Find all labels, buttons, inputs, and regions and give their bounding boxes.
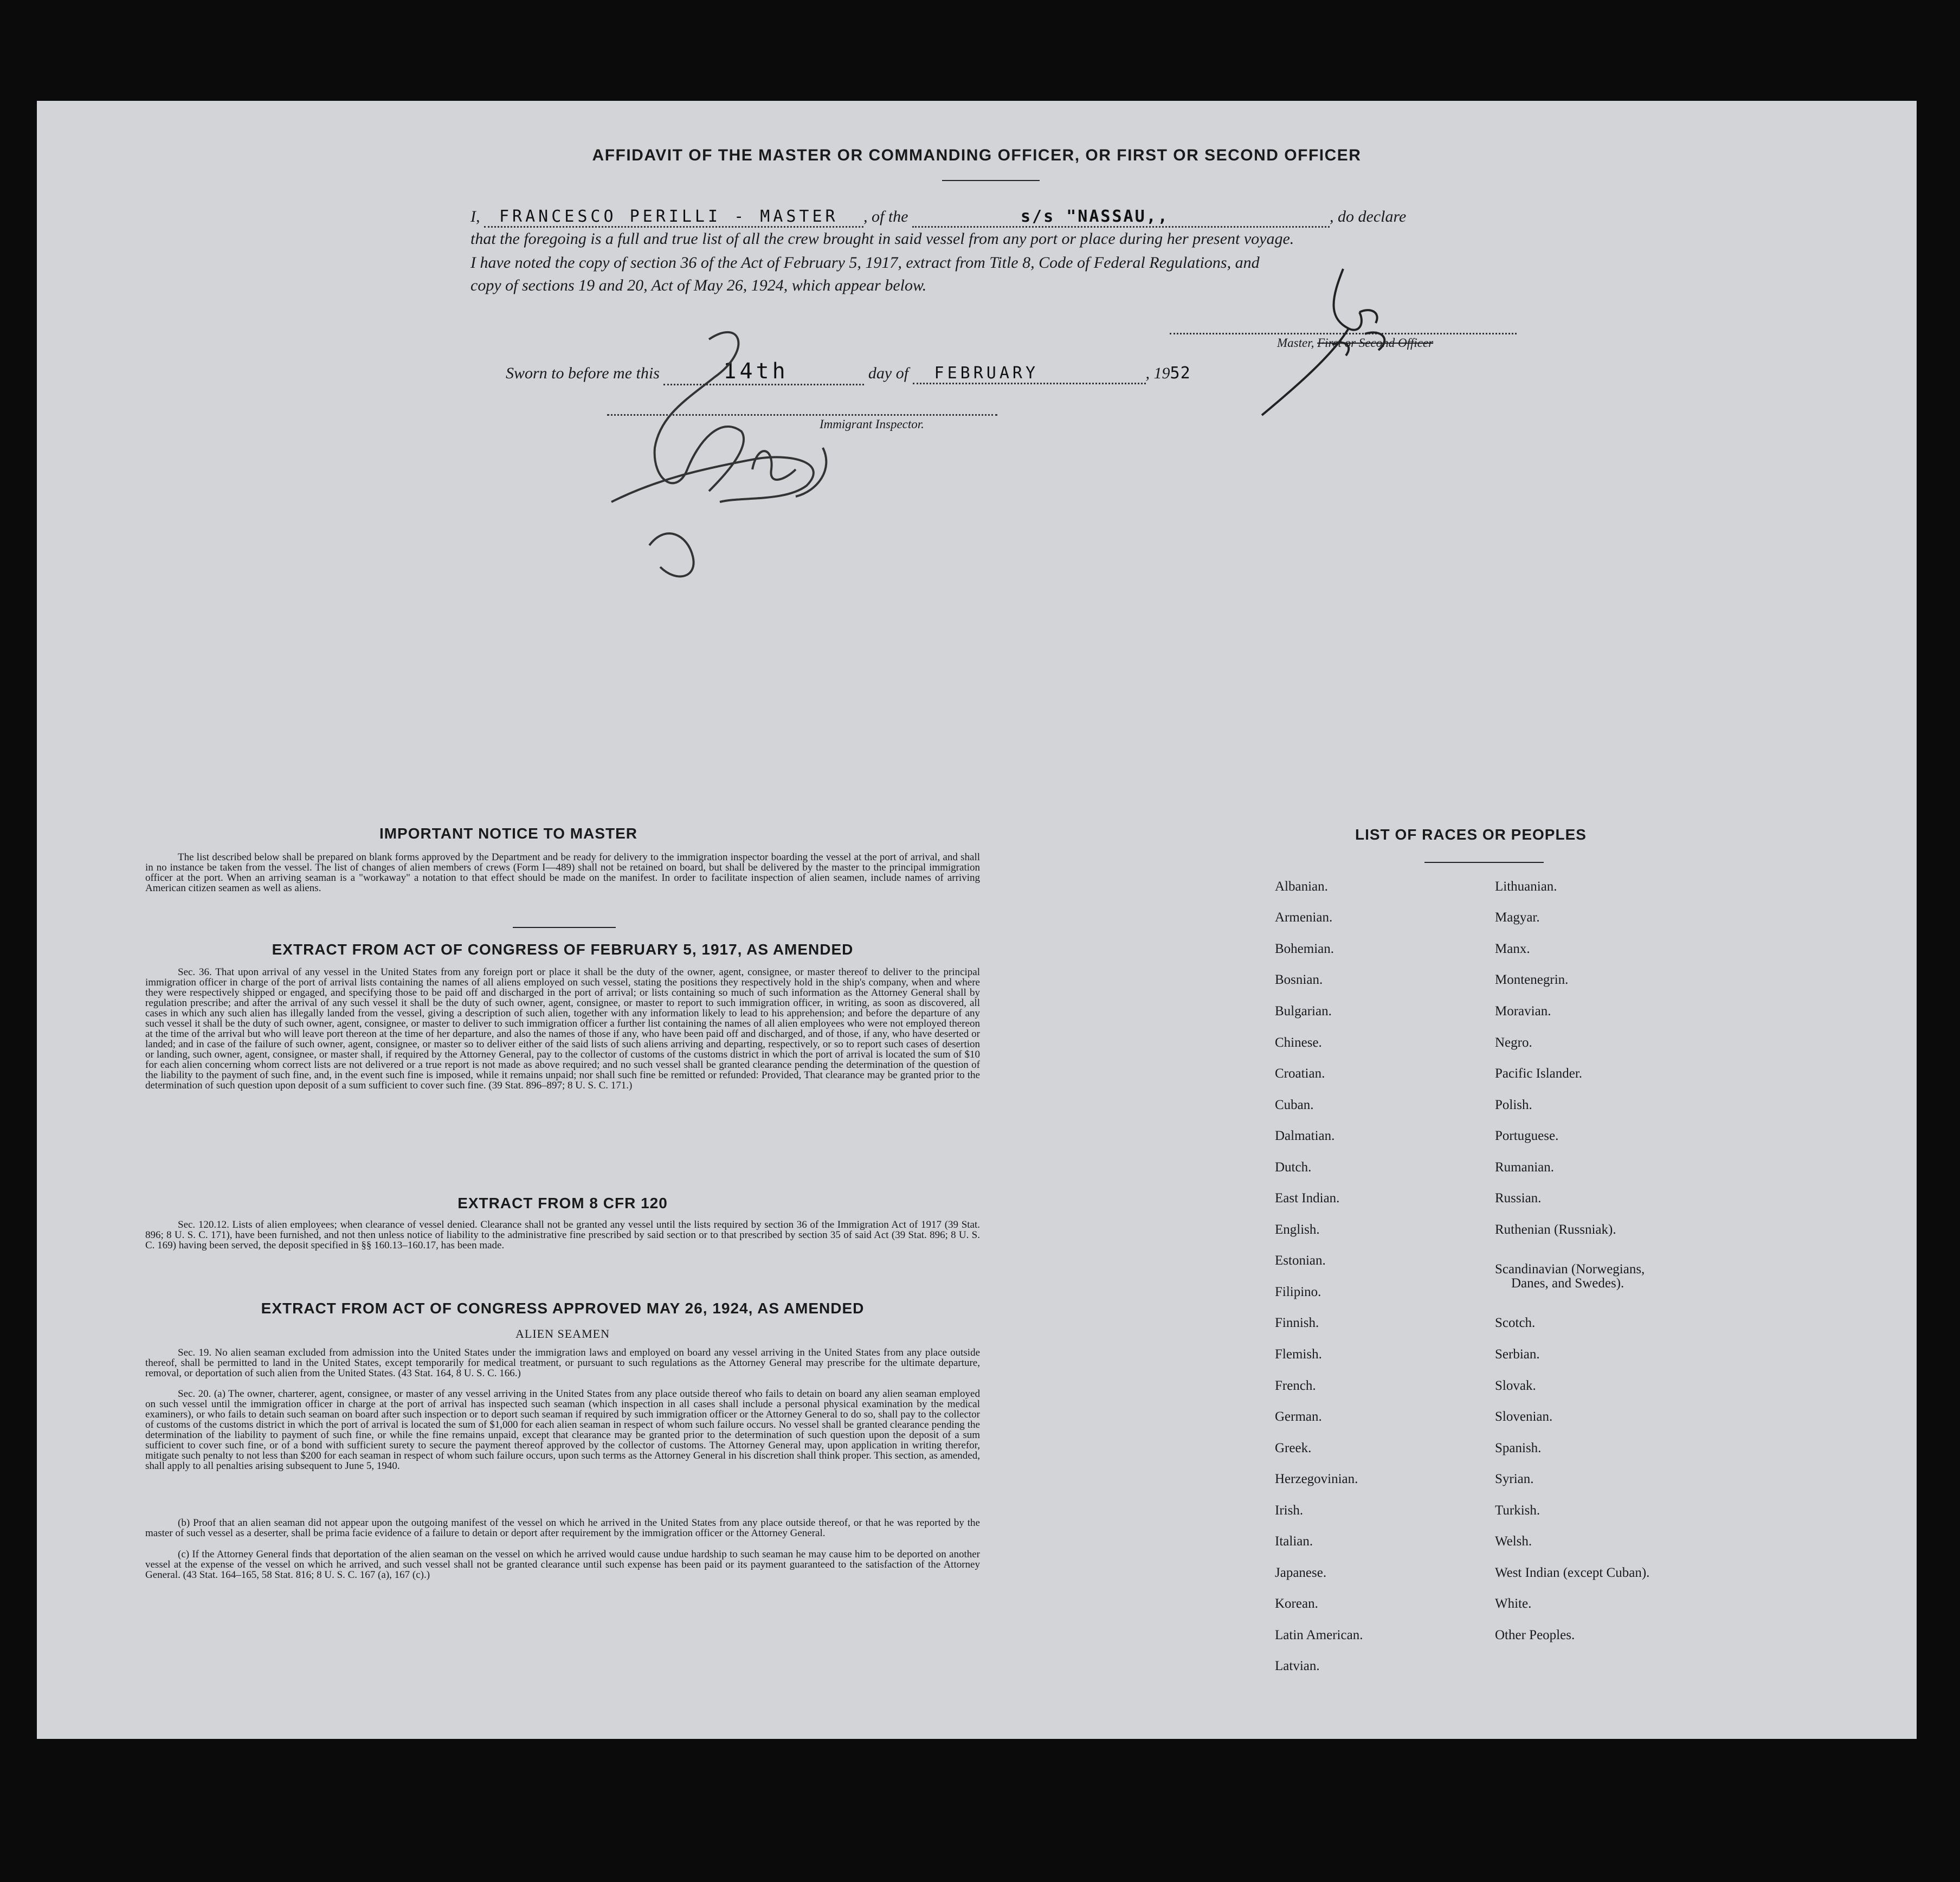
race-item: Greek. xyxy=(1275,1441,1312,1455)
i-label: I, xyxy=(470,208,480,225)
race-item: Pacific Islander. xyxy=(1495,1066,1583,1081)
race-item: Latvian. xyxy=(1275,1659,1320,1673)
master-signature xyxy=(1251,263,1414,421)
extract1917-text: Sec. 36. That upon arrival of any vessel in the United States from any foreign port or place it shall be the duty of the owner, agent, consignee, or master thereof to deliver to the principal immigration officer in charge of the port of arrival lists containing the names of all aliens employed on such vessel, stating the positions they respectively hold in the ship's company, when and where they were respectively shipped or engaged, and specifying those to be paid off and discharged in the port of arrival; or lists containing so much of such information as the Attorney General shall by regulation prescribe; and after the arrival of any such vessel it shall be the duty of such owner, agent, consignee, or master to report to such immigration officer, in writing, as soon as discovered, all cases in which any such alien has illegally landed from the vessel, giving a description of such alien, together with any information likely to lead to his apprehension; and before the departure of any such vessel it shall be the duty of such owner, agent, consignee, or master to deliver to such immigration officer a further list containing the names of all alien employees who were not employed thereon at the time of the arrival but who will leave port thereon at the time of her departure, and also the names of those if any, who have been paid off and discharged, and of those, if any, who have deserted or landed; and in case of the failure of such owner, agent, consignee, or master so to deliver either of the said lists of such aliens arriving and departing, respectively, or so to report such cases of desertion or landing, such owner, agent, consignee, or master shall, if required by the Attorney General, pay to the collector of customs of the customs district in which the port of arrival is located the sum of $10 for each alien concerning whom correct lists are not delivered or a true report is not made as above required; and no such vessel shall be granted clearance pending the determination of the question of the liability to the payment of such fine, and, in the event such fine is imposed, while it remains unpaid; nor shall such fine be remitted or refunded: Provided, That clearance may be granted prior to the determination of such question upon deposit of a sum sufficient to cover such fine. (39 Stat. 896–897; 8 U. S. C. 171.) xyxy=(145,966,980,1091)
extract1924-sec20b: (b) Proof that an alien seaman did not appear upon the outgoing manifest of the vessel on which he arrived in the United States from any place outside thereof, or that he was reported by the master of such vessel as a deserter, shall be prima facie evidence of a failure to detain or deport after requirement by the immigration officer or the Attorney General. xyxy=(145,1517,980,1539)
race-item: Other Peoples. xyxy=(1495,1628,1575,1642)
of-the-label: , of the xyxy=(863,208,908,225)
race-item: West Indian (except Cuban). xyxy=(1495,1565,1650,1580)
race-item: Bohemian. xyxy=(1275,942,1334,956)
race-item: Latin American. xyxy=(1275,1628,1363,1642)
race-item: Flemish. xyxy=(1275,1347,1322,1362)
extract1924-subtitle: ALIEN SEAMEN xyxy=(515,1327,610,1340)
race-item: Lithuanian. xyxy=(1495,879,1557,894)
race-item: Italian. xyxy=(1275,1534,1313,1549)
extract1924-sec19: Sec. 19. No alien seaman excluded from admission into the United States under the immigration laws and employed on board any vessel arriving in the United States from any place outside thereof, shall be permitted to land in the United States, except temporarily for medical treatment, or pursuant to such regulations as the Attorney General may prescribe for the ultimate departure, removal, or deportation of such alien from the United States. (43 Stat. 164, 8 U. S. C. 166.) xyxy=(145,1347,980,1379)
race-item: German. xyxy=(1275,1409,1322,1424)
race-item: Filipino. xyxy=(1275,1285,1321,1299)
vessel-field xyxy=(912,207,1330,228)
struck-officer-label: First or Second Officer xyxy=(1317,336,1434,350)
race-item: Scotch. xyxy=(1495,1316,1536,1330)
races-title: LIST OF RACES OR PEOPLES xyxy=(1355,826,1587,843)
vessel-name-handwritten: s/s "NASSAU,, xyxy=(1021,207,1169,226)
race-item: Japanese. xyxy=(1275,1565,1327,1580)
race-item: Portuguese. xyxy=(1495,1129,1559,1143)
extract1924-sec20a: Sec. 20. (a) The owner, charterer, agent, consignee, or master of any vessel arriving in the United States from any place outside thereof who fails to detain on board any alien seaman employed on such vessel until the immigration officer in charge at the port of arrival has inspected such seaman (which inspection in all cases shall include a personal physical examination by the medical examiners), or who fails to detain such seaman on board after such inspection or to deport such seaman if required by such immigration officer or the Attorney General to do so, shall pay to the collector of customs of the customs district in which the port of arrival is located the sum of $1,000 for each alien seaman in respect of whom such failure occurs. No vessel shall be granted clearance pending the determination of the liability to payment of such fine, or while the fine remains unpaid, except that clearance may be granted prior to the determination of such question upon the deposit of a sum sufficient to cover such fine, or of a bond with sufficient surety to secure the payment thereof approved by the collector of customs. The Attorney General may, upon application in writing therefor, mitigate such penalty to not less than $200 for each seaman in respect of whom such failure occurs, upon such terms as the Attorney General in his discretion shall think proper. This section, as amended, shall apply to all penalties arising subsequent to June 5, 1940. xyxy=(145,1388,980,1472)
race-item: Russian. xyxy=(1495,1191,1542,1206)
race-item: Albanian. xyxy=(1275,879,1328,894)
race-item: East Indian. xyxy=(1275,1191,1340,1206)
race-item: Montenegrin. xyxy=(1495,972,1569,987)
race-item: Cuban. xyxy=(1275,1098,1314,1112)
affidavit-body-line3: copy of sections 19 and 20, Act of May 26, 1924, which appear below. xyxy=(470,276,927,294)
race-item: Slovak. xyxy=(1495,1378,1536,1393)
race-item: Polish. xyxy=(1495,1098,1532,1112)
race-item: Ruthenian (Russniak). xyxy=(1495,1222,1616,1237)
race-item: Spanish. xyxy=(1495,1441,1542,1455)
extract1917-title: EXTRACT FROM ACT OF CONGRESS OF FEBRUARY 5, 1917, AS AMENDED xyxy=(272,941,854,958)
section-divider xyxy=(513,927,616,928)
extractCFR-title: EXTRACT FROM 8 CFR 120 xyxy=(457,1195,668,1211)
race-item: Danes, and Swedes). xyxy=(1511,1276,1624,1291)
master-name-field xyxy=(484,207,863,228)
extractCFR-text: Sec. 120.12. Lists of alien employees; when clearance of vessel denied. Clearance shall not be granted any vessel until the lists required by section 36 of the Immigration Act of 1917 (39 Stat. 896; 8 U. S. C. 171), have been furnished, and not then unless notice of liability to the administrative fine prescribed by said section or to that prescribed by section 35 of said Act (39 Stat. 896; 8 U. S. C. 169) having been served, the deposit specified in §§ 160.13–160.17, has been made. xyxy=(145,1219,980,1251)
month-handwritten: FEBRUARY xyxy=(934,364,1039,383)
document-page xyxy=(37,101,1917,1739)
race-item: French. xyxy=(1275,1378,1316,1393)
race-item: English. xyxy=(1275,1222,1320,1237)
affidavit-title: AFFIDAVIT OF THE MASTER OR COMMANDING OFFICER, OR FIRST OR SECOND OFFICER xyxy=(592,146,1362,164)
race-item: Dutch. xyxy=(1275,1160,1312,1175)
race-item: Irish. xyxy=(1275,1503,1304,1518)
race-item: Estonian. xyxy=(1275,1253,1326,1268)
race-item: White. xyxy=(1495,1596,1532,1611)
month-field xyxy=(913,364,1146,384)
race-item: Magyar. xyxy=(1495,910,1540,925)
notice-text: The list described below shall be prepared on blank forms approved by the Department and be ready for delivery to the immigration inspector boarding the vessel at the port of arrival, and shall in no instance be taken from the vessel. The list of changes of alien members of crews (Form I—489) shall not be retained on board, but shall be delivered by the master to the principal immigration officer at the port. When an arriving seaman is a "workaway" a notation to that effect should be made on the manifest. In order to facilitate inspection of alien seamen, include names of arriving American citizen seamen as well as aliens. xyxy=(145,852,980,894)
race-item: Negro. xyxy=(1495,1035,1532,1050)
race-item: Scandinavian (Norwegians, xyxy=(1495,1262,1645,1277)
race-item: Finnish. xyxy=(1275,1316,1319,1330)
affidavit-body-line2: I have noted the copy of section 36 of the Act of February 5, 1917, extract from Title 8, Code of Federal Regulations, and xyxy=(470,254,1260,272)
race-item: Moravian. xyxy=(1495,1004,1551,1019)
race-item: Slovenian. xyxy=(1495,1409,1553,1424)
race-item: Welsh. xyxy=(1495,1534,1532,1549)
inspector-label: Immigrant Inspector. xyxy=(820,417,924,431)
races-divider xyxy=(1424,862,1544,863)
race-item: Croatian. xyxy=(1275,1066,1325,1081)
race-item: Herzegovinian. xyxy=(1275,1472,1358,1486)
master-name-handwritten: FRANCESCO PERILLI - MASTER xyxy=(499,207,839,226)
race-item: Chinese. xyxy=(1275,1035,1322,1050)
day-of-label: day of xyxy=(868,364,909,382)
year-prefix: , 19 xyxy=(1145,364,1170,382)
race-item: Armenian. xyxy=(1275,910,1333,925)
extract1924-sec20c: (c) If the Attorney General finds that deportation of the alien seaman on the vessel on which he arrived would cause undue hardship to such seaman he may cause him to be deported on another vessel at the expense of the vessel on which he arrived, and such vessel shall not be granted clearance until such expense has been paid or its payment guaranteed to the satisfaction of the Attorney General. (43 Stat. 164–165, 58 Stat. 816; 8 U. S. C. 167 (a), 167 (c).) xyxy=(145,1549,980,1581)
inspector-signature xyxy=(579,307,904,589)
race-item: Korean. xyxy=(1275,1596,1318,1611)
race-item: Syrian. xyxy=(1495,1472,1534,1486)
race-item: Bosnian. xyxy=(1275,972,1323,987)
master-label: Master, xyxy=(1277,336,1318,350)
extract1924-title: EXTRACT FROM ACT OF CONGRESS APPROVED MAY 26, 1924, AS AMENDED xyxy=(261,1300,865,1317)
day-handwritten: 14th xyxy=(723,359,789,384)
race-item: Manx. xyxy=(1495,942,1530,956)
race-item: Turkish. xyxy=(1495,1503,1540,1518)
race-item: Serbian. xyxy=(1495,1347,1540,1362)
declaration-line xyxy=(470,207,1406,228)
race-item: Dalmatian. xyxy=(1275,1129,1335,1143)
sworn-label: Sworn to before me this xyxy=(506,364,660,382)
year-handwritten: 52 xyxy=(1170,364,1191,383)
do-declare-label: , do declare xyxy=(1330,208,1407,225)
title-divider xyxy=(942,180,1040,181)
race-item: Rumanian. xyxy=(1495,1160,1555,1175)
notice-title: IMPORTANT NOTICE TO MASTER xyxy=(379,825,638,842)
affidavit-body-line1: that the foregoing is a full and true list of all the crew brought in said vessel from any port or place during her present voyage. xyxy=(470,230,1294,248)
race-item: Bulgarian. xyxy=(1275,1004,1332,1019)
